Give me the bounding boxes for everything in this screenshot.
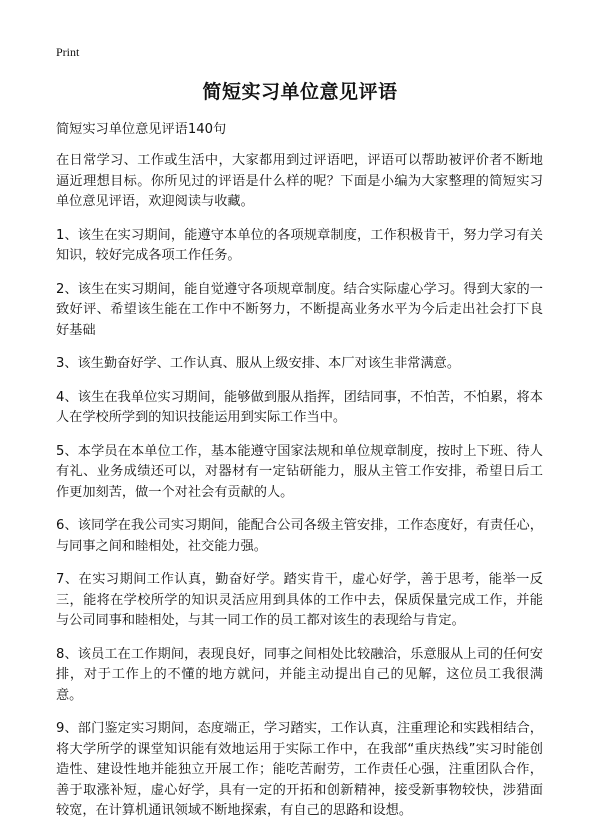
list-item: 5、本学员在本单位工作，基本能遵守国家法规和单位规章制度，按时上下班、待人有礼、业务成绩还可以，对器材有一定钻研能力，服从主管工作安排，希望日后工作更加刻苦，做一个对社会有贡献的人。 (56, 443, 543, 500)
intro-paragraph: 在日常学习、工作或生活中，大家都用到过评语吧，评语可以帮助被评价者不断地逼近理想目标。你所见过的评语是什么样的呢？下面是小编为大家整理的简短实习单位意见评语，欢迎阅读与收藏。 (56, 153, 543, 209)
list-item: 7、在实习期间工作认真，勤奋好学。踏实肯干，虚心好学，善于思考，能举一反三，能将在学校所学的知识灵活应用到具体的工作中去，保质保量完成工作，并能与公司同事和睦相处，与其一同工作的员工都对该生的表现给与肯定。 (56, 572, 543, 628)
list-item: 4、该生在我单位实习期间，能够做到服从指挥，团结同事，不怕苦，不怕累，将本人在学校所学到的知识技能运用到实际工作当中。 (56, 389, 543, 425)
print-link[interactable]: Print (56, 45, 80, 59)
document-body (56, 119, 543, 835)
list-item: 9、部门鉴定实习期间，态度端正，学习踏实，工作认真，注重理论和实践相结合，将大学所学的课堂知识能有效地运用于实际工作中，在我部“重庆热线”实习时能创造性、建设性地并能独立开展工作；能吃苦耐劳，工作责任心强，注重团队合作，善于取涨补短，虚心好学，具有一定的开拓和创新精神，接受新事物较快，涉猎面较宽，在计算机通讯领域不断地探索，有自己的思路和设想。 (56, 721, 543, 818)
list-item: 3、该生勤奋好学、工作认真、服从上级安排、本厂对该生非常满意。 (56, 356, 461, 371)
list-item: 8、该员工在工作期间，表现良好，同事之间相处比较融洽，乐意服从上司的任何安排，对于工作上的不懂的地方就问，并能主动提出自己的见解，这位员工我很满意。 (56, 646, 543, 703)
page-title: 简短实习单位意见评语 (202, 81, 398, 103)
list-item: 1、该生在实习期间，能遵守本单位的各项规章制度，工作积极肯干，努力学习有关知识，较好完成各项工作任务。 (56, 227, 543, 263)
document-subtitle: 简短实习单位意见评语140句 (56, 122, 227, 137)
list-item: 6、该同学在我公司实习期间，能配合公司各级主管安排，工作态度好，有责任心，与同事之间和睦相处，社交能力强。 (56, 518, 543, 554)
list-item: 2、该生在实习期间，能自觉遵守各项规章制度。结合实际虚心学习。得到大家的一致好评、希望该生能在工作中不断努力，不断提高业务水平为今后走出社会打下良好基础 (56, 281, 543, 338)
